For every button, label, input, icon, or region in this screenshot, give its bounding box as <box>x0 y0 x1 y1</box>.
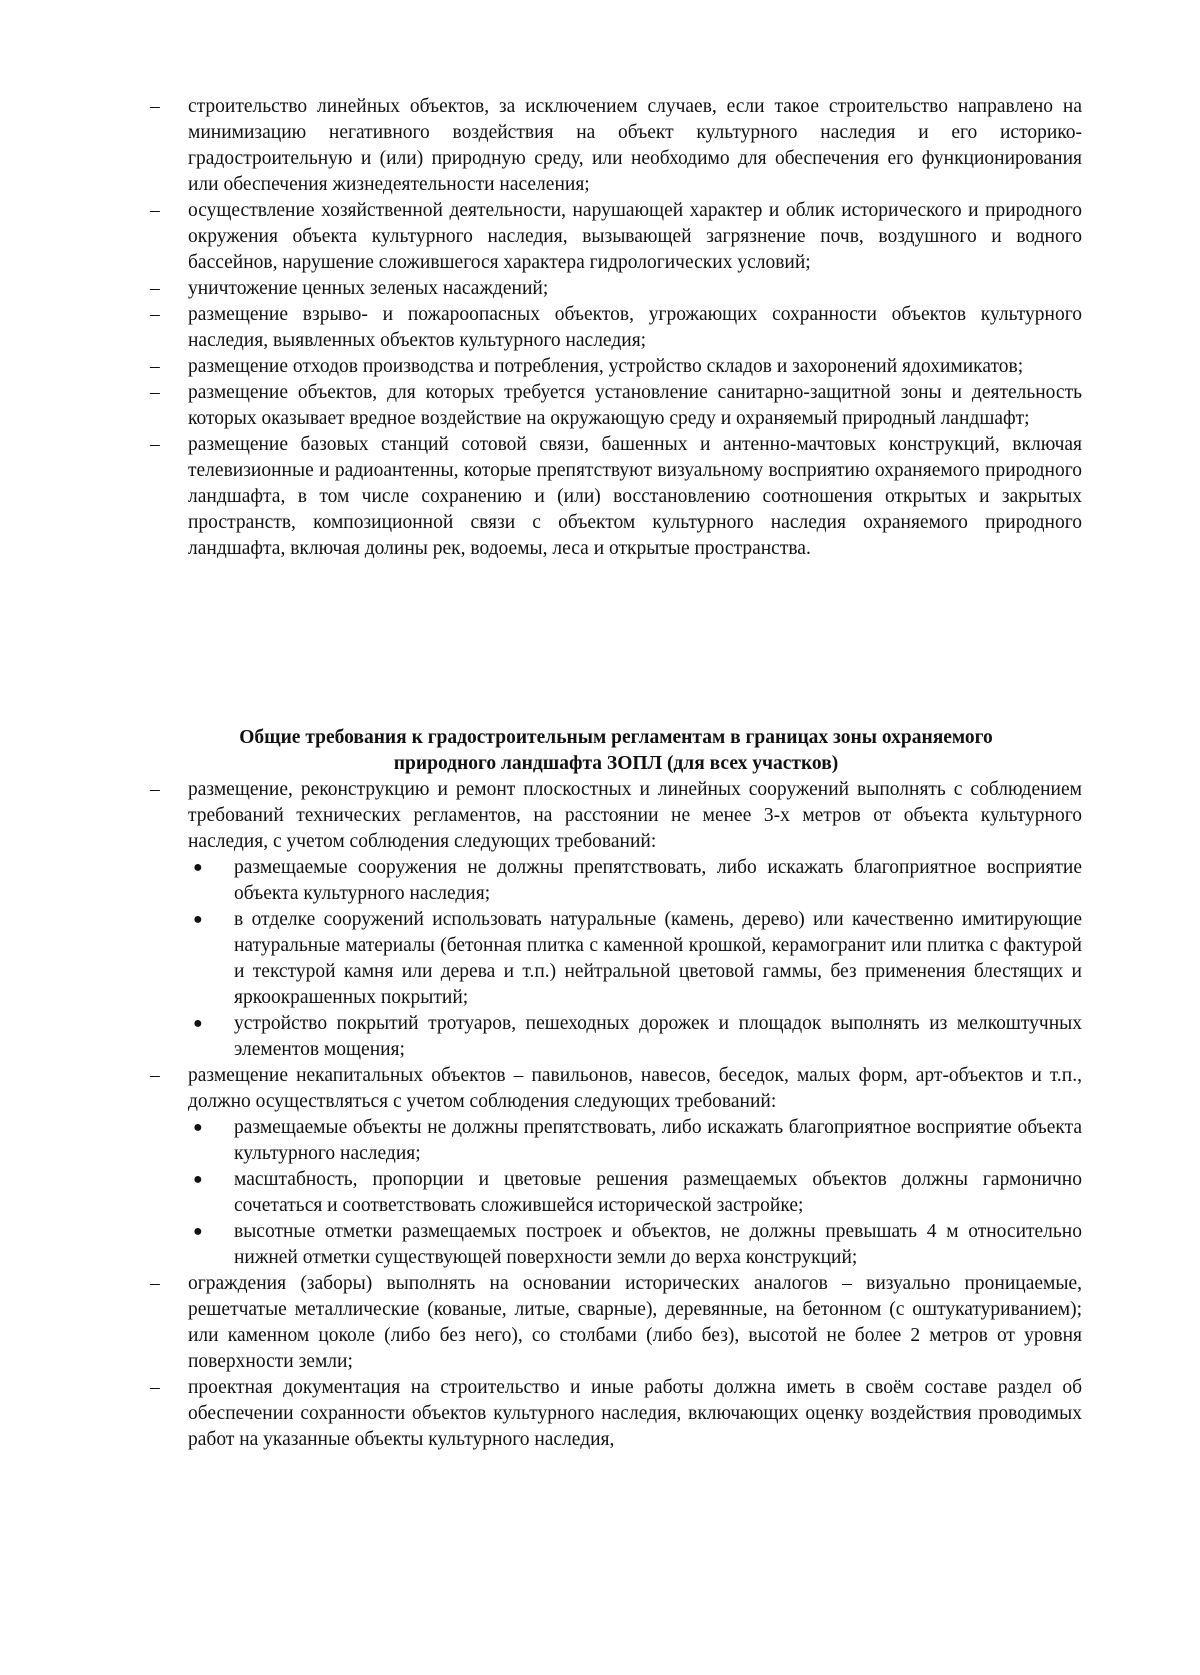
bullet-marker: ● <box>193 1223 203 1240</box>
list-item-text: размещение некапитальных объектов – павильонов, навесов, беседок, малых форм, арт-объектов и т.п., должно осуществляться с учетом соблюдения следующих требований: <box>188 1065 1082 1112</box>
sub-list-item <box>150 1011 1082 1063</box>
dash-marker: – <box>150 304 160 325</box>
list-item <box>150 1063 1082 1115</box>
list-item-text: проектная документация на строительство и иные работы должна иметь в своём составе раздел об обеспечении сохранности объектов культурного наследия, включающих оценку воздействия проводимых работ на указанные объекты культурного наследия, <box>188 1377 1082 1450</box>
list-item <box>150 1271 1082 1375</box>
sub-list-item <box>150 907 1082 1011</box>
list-item <box>150 198 1082 276</box>
dash-marker: – <box>150 96 160 117</box>
bullet-marker: ● <box>193 1015 203 1032</box>
list-item-text: уничтожение ценных зеленых насаждений; <box>188 278 549 299</box>
list-item-text: размещение, реконструкцию и ремонт плоскостных и линейных сооружений выполнять с соблюдением требований технических регламентов, на расстоянии не менее 3-х метров от объекта культурного наследия, с учетом соблюдения следующих требований: <box>188 779 1082 852</box>
bullet-marker: ● <box>193 1171 203 1188</box>
list-item <box>150 302 1082 354</box>
sub-list-item <box>150 1219 1082 1271</box>
list-item <box>150 94 1082 198</box>
sub-list-item-text: размещаемые сооружения не должны препятствовать, либо искажать благоприятное восприятие объекта культурного наследия; <box>234 857 1082 904</box>
dash-marker: – <box>150 779 160 800</box>
dash-marker: – <box>150 1377 160 1398</box>
list-item <box>150 380 1082 432</box>
list-item-text: размещение взрыво- и пожароопасных объектов, угрожающих сохранности объектов культурного наследия, выявленных объектов культурного наследия; <box>188 304 1082 351</box>
section-heading-line-1: Общие требования к градостроительным регламентам в границах зоны охраняемого <box>239 727 993 748</box>
dash-marker: – <box>150 200 160 221</box>
list-item <box>150 1375 1082 1453</box>
sub-list-item-text: масштабность, пропорции и цветовые решения размещаемых объектов должны гармонично сочетаться и соответствовать сложившейся исторической застройке; <box>234 1169 1082 1216</box>
bullet-marker: ● <box>193 859 203 876</box>
dash-marker: – <box>150 434 160 455</box>
bullet-marker: ● <box>193 1119 203 1136</box>
section-heading <box>150 725 1082 777</box>
dash-marker: – <box>150 278 160 299</box>
requirements-list <box>150 777 1082 1453</box>
list-item <box>150 354 1082 380</box>
list-item-text: размещение объектов, для которых требуется установление санитарно-защитной зоны и деятельность которых оказывает вредное воздействие на окружающую среду и охраняемый природный ландшафт; <box>188 382 1082 429</box>
list-item-text: строительство линейных объектов, за исключением случаев, если такое строительство направлено на минимизацию негативного воздействия на объект культурного наследия и его историко-градостроительную и (или) природную среду, или необходимо для обеспечения его функционирования или обеспечения жизнедеятельности населения; <box>188 96 1082 195</box>
sub-list-item-text: устройство покрытий тротуаров, пешеходных дорожек и площадок выполнять из мелкоштучных элементов мощения; <box>234 1013 1082 1060</box>
dash-marker: – <box>150 1273 160 1294</box>
list-item <box>150 432 1082 562</box>
list-item-text: размещение отходов производства и потребления, устройство складов и захоронений ядохимикатов; <box>188 356 1024 377</box>
section-heading-line-2: природного ландшафта ЗОПЛ (для всех участков) <box>393 753 839 774</box>
sub-list-item-text: высотные отметки размещаемых построек и объектов, не должны превышать 4 м относительно нижней отметки существующей поверхности земли до верха конструкций; <box>234 1221 1082 1268</box>
dash-marker: – <box>150 382 160 403</box>
list-item <box>150 276 1082 302</box>
sub-list-item <box>150 855 1082 907</box>
list-item-text: ограждения (заборы) выполнять на основании исторических аналогов – визуально проницаемые, решетчатые металлические (кованые, литые, сварные), деревянные, на бетонном (с оштукатуриванием); или каменном цоколе (либо без него), со столбами (либо без), высотой не более 2 метров от уровня поверхности земли; <box>188 1273 1082 1372</box>
sub-list-item <box>150 1115 1082 1167</box>
sub-list-item-text: в отделке сооружений использовать натуральные (камень, дерево) или качественно имитирующие натуральные материалы (бетонная плитка с каменной крошкой, керамогранит или плитка с фактурой и текстурой камня или дерева и т.п.) нейтральной цветовой гаммы, без применения блестящих и яркоокрашенных покрытий; <box>234 909 1082 1008</box>
list-item-text: осуществление хозяйственной деятельности, нарушающей характер и облик исторического и природного окружения объекта культурного наследия, вызывающей загрязнение почв, воздушного и водного бассейнов, нарушение сложившегося характера гидрологических условий; <box>188 200 1082 273</box>
prohibitions-list <box>150 94 1082 562</box>
bullet-marker: ● <box>193 911 203 928</box>
dash-marker: – <box>150 1065 160 1086</box>
sub-list-item-text: размещаемые объекты не должны препятствовать, либо искажать благоприятное восприятие объекта культурного наследия; <box>234 1117 1082 1164</box>
list-item-text: размещение базовых станций сотовой связи, башенных и антенно-мачтовых конструкций, включая телевизионные и радиоантенны, которые препятствуют визуальному восприятию охраняемого природного ландшафта, в том числе сохранению и (или) восстановлению соотношения открытых и закрытых пространств, композиционной связи с объектом культурного наследия охраняемого природного ландшафта, включая долины рек, водоемы, леса и открытые пространства. <box>188 434 1082 559</box>
list-item <box>150 777 1082 855</box>
dash-marker: – <box>150 356 160 377</box>
sub-list-item <box>150 1167 1082 1219</box>
